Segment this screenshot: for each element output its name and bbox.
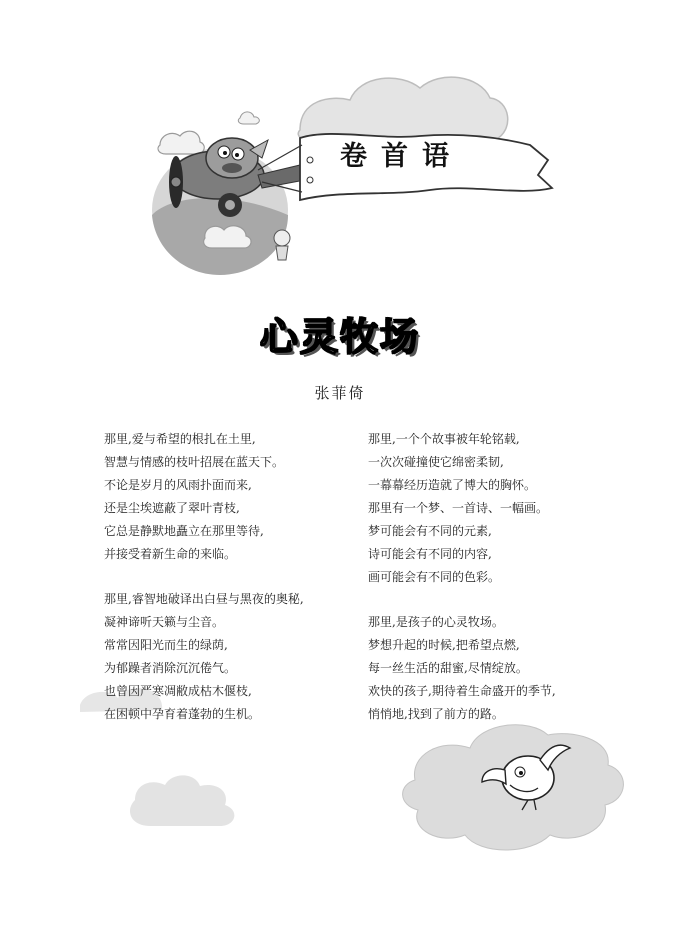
small-cloud-left bbox=[158, 131, 204, 154]
poem-line: 梦想升起的时候,把希望点燃, bbox=[368, 638, 520, 652]
poem-line: 也曾因严寒凋敝成枯木偃枝, bbox=[104, 684, 252, 698]
poem-line: 那里,是孩子的心灵牧场。 bbox=[368, 615, 504, 629]
stanza bbox=[368, 611, 628, 726]
poem-line: 它总是静默地矗立在那里等待, bbox=[104, 524, 264, 538]
poem-line: 一幕幕经历造就了博大的胸怀。 bbox=[368, 478, 537, 492]
airplane-scene bbox=[152, 112, 305, 275]
poem-line: 欢快的孩子,期待着生命盛开的季节, bbox=[368, 684, 556, 698]
poem-line: 并接受着新生命的来临。 bbox=[104, 547, 237, 561]
poem-title: 心灵牧场 bbox=[259, 315, 420, 359]
poem-line: 那里有一个梦、一首诗、一幅画。 bbox=[368, 501, 549, 515]
poem-line: 悄悄地,找到了前方的路。 bbox=[368, 707, 504, 721]
poem-line: 那里,一个个故事被年轮铭载, bbox=[368, 432, 520, 446]
poem-right-column bbox=[368, 428, 628, 748]
poem-line: 常常因阳光而生的绿荫, bbox=[104, 638, 228, 652]
poem-line: 不论是岁月的风雨扑面而来, bbox=[104, 478, 252, 492]
poem-line: 那里,睿智地破译出白昼与黑夜的奥秘, bbox=[104, 592, 304, 606]
poem-line: 为郁躁者消除沉沉倦气。 bbox=[104, 661, 237, 675]
poem-line: 在困顿中孕育着蓬勃的生机。 bbox=[104, 707, 261, 721]
poem-line: 那里,爱与希望的根扎在土里, bbox=[104, 432, 256, 446]
poem-line: 梦可能会有不同的元素, bbox=[368, 524, 492, 538]
top-cloud bbox=[298, 77, 508, 140]
poem-line: 画可能会有不同的色彩。 bbox=[368, 570, 501, 584]
poem-line: 智慧与情感的枝叶招展在蓝天下。 bbox=[104, 455, 285, 469]
stanza bbox=[368, 428, 628, 589]
poem-line: 每一丝生活的甜蜜,尽情绽放。 bbox=[368, 661, 528, 675]
bottom-cloud-left bbox=[130, 775, 234, 826]
stanza bbox=[104, 428, 364, 566]
banner-title: 卷首语 bbox=[340, 141, 463, 172]
poem-line: 凝神谛听天籁与尘音。 bbox=[104, 615, 225, 629]
stanza bbox=[104, 588, 364, 726]
poem-line: 还是尘埃遮蔽了翠叶青枝, bbox=[104, 501, 240, 515]
poem-line: 诗可能会有不同的内容, bbox=[368, 547, 492, 561]
poem-line: 一次次碰撞使它绵密柔韧, bbox=[368, 455, 504, 469]
poem-author: 张菲倚 bbox=[314, 384, 366, 402]
poem-left-column bbox=[104, 428, 364, 748]
